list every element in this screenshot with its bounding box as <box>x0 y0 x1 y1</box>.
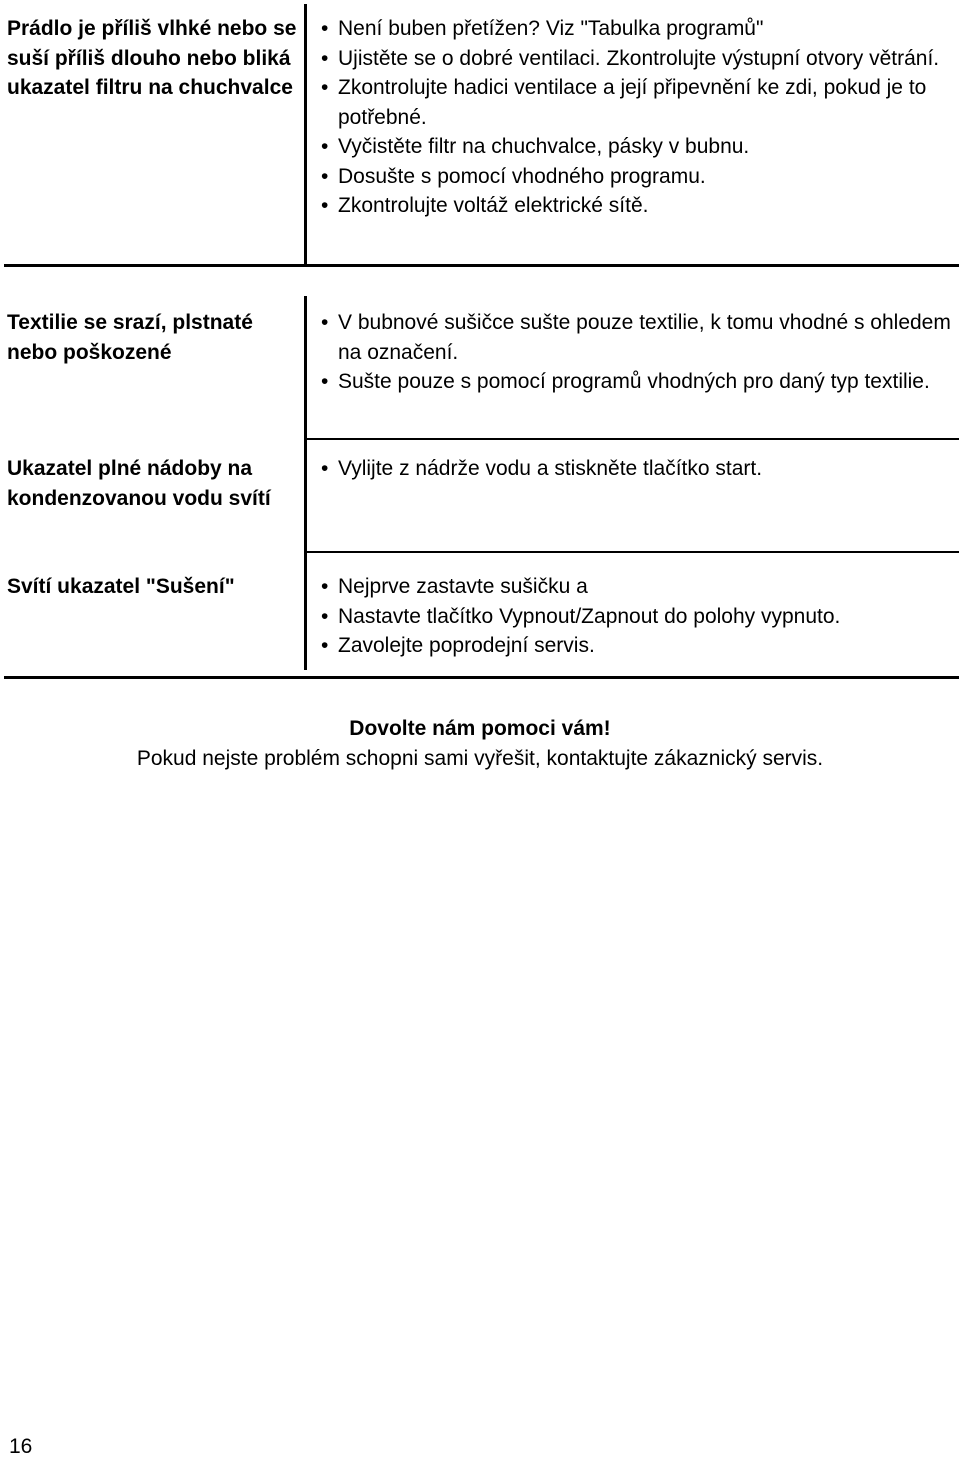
problem-label: Textilie se srazí, plstnaté nebo poškozené <box>7 311 253 364</box>
solution-item <box>319 367 955 397</box>
solution-text: Nejprve zastavte sušičku a <box>338 575 588 598</box>
bullet: • <box>321 46 329 70</box>
solution-item <box>319 631 955 661</box>
solution-list <box>319 454 955 484</box>
solution-item <box>319 602 955 632</box>
solution-text: Ujistěte se o dobré ventilaci. Zkontrolujte výstupní otvory větrání. <box>338 46 940 70</box>
row-divider <box>306 551 959 553</box>
help-text: Pokud nejste problém schopni sami vyřešit, kontaktujte zákaznický servis. <box>136 746 824 770</box>
column-divider <box>304 4 307 266</box>
help-section <box>0 714 960 773</box>
solution-item <box>319 14 955 44</box>
bullet: • <box>321 164 329 188</box>
solution-text: Není buben přetížen? Viz "Tabulka programů" <box>338 17 764 40</box>
solution-item <box>319 454 955 484</box>
bullet: • <box>321 311 329 334</box>
solution-item <box>319 44 955 74</box>
row-divider <box>4 264 959 267</box>
solution-item <box>319 191 955 221</box>
solution-text: Vylijte z nádrže vodu a stiskněte tlačítko start. <box>338 457 763 480</box>
bullet: • <box>321 575 329 598</box>
bullet: • <box>321 604 329 628</box>
row-divider <box>306 438 959 440</box>
solution-list <box>319 572 955 661</box>
solution-text: V bubnové sušičce sušte pouze textilie, k tomu vhodné s ohledem na označení. <box>338 311 951 364</box>
solution-item <box>319 308 955 367</box>
table-bottom-rule <box>4 676 959 679</box>
column-divider <box>304 296 307 670</box>
bullet: • <box>321 457 329 480</box>
solution-item <box>319 132 955 162</box>
solution-item <box>319 162 955 192</box>
bullet: • <box>321 135 329 158</box>
solution-text: Vyčistěte filtr na chuchvalce, pásky v bubnu. <box>338 135 750 158</box>
bullet: • <box>321 194 329 217</box>
solution-list <box>319 14 955 221</box>
solution-list <box>319 308 955 397</box>
solution-text: Sušte pouze s pomocí programů vhodných pro daný typ textilie. <box>338 370 930 393</box>
solution-item <box>319 73 955 132</box>
help-title: Dovolte nám pomoci vám! <box>349 717 611 740</box>
solution-text: Nastavte tlačítko Vypnout/Zapnout do polohy vypnuto. <box>338 604 841 628</box>
solution-text: Dosušte s pomocí vhodného programu. <box>338 164 706 188</box>
page-number: 16 <box>9 1435 33 1458</box>
problem-label: Ukazatel plné nádoby na kondenzovanou vodu svítí <box>7 457 271 510</box>
problem-label: Svítí ukazatel "Sušení" <box>7 575 235 598</box>
solution-text: Zkontrolujte voltáž elektrické sítě. <box>338 194 649 217</box>
solution-text: Zkontrolujte hadici ventilace a její připevnění ke zdi, pokud je to potřebné. <box>338 76 927 129</box>
solution-item <box>319 572 955 602</box>
bullet: • <box>321 17 329 40</box>
bullet: • <box>321 634 329 657</box>
solution-text: Zavolejte poprodejní servis. <box>338 634 595 657</box>
bullet: • <box>321 370 329 393</box>
problem-label: Prádlo je příliš vlhké nebo se suší příliš dlouho nebo bliká ukazatel filtru na chuchvalce <box>7 17 297 99</box>
bullet: • <box>321 76 329 99</box>
